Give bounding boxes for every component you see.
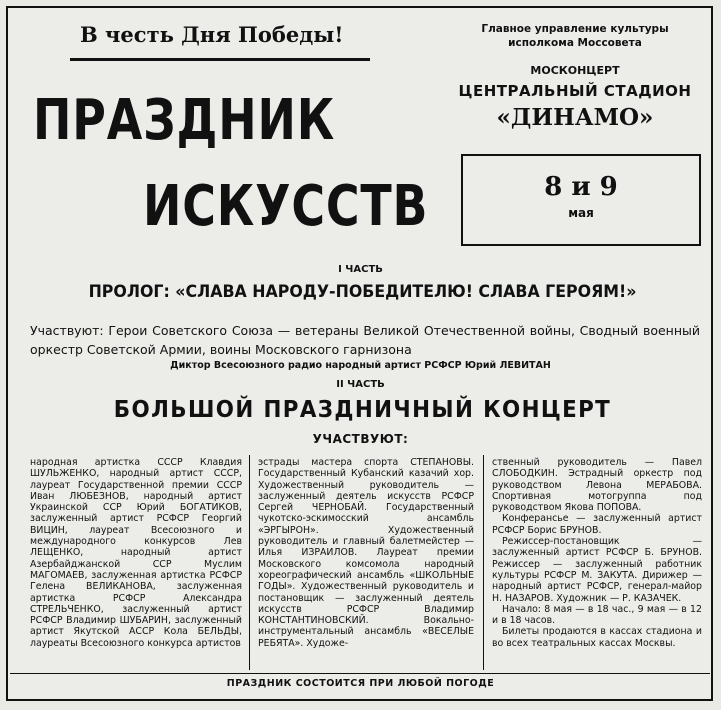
concert-heading: БОЛЬШОЙ ПРАЗДНИЧНЫЙ КОНЦЕРТ	[113, 397, 612, 423]
victory-day-heading: В честь Дня Победы!	[80, 22, 344, 47]
participants-heading: УЧАСТВУЮТ:	[312, 432, 409, 446]
title-line-2: ИСКУССТВ	[143, 174, 429, 239]
part-1-participants: Участвуют: Герои Советского Союза — ветераны Великой Отечественной войны, Сводный военный оркестр Советской Армии, воины Московского гарнизона	[30, 323, 700, 357]
part-2-label: II ЧАСТЬ	[336, 379, 385, 390]
column-3-paragraph: Режиссер-постановщик — заслуженный артист РСФСР Б. БРУНОВ. Режиссер — заслуженный работник культуры РСФСР М. ЗАКУТА. Дирижер — народный артист РСФСР, генерал-майор Н. НАЗАРОВ. Художник — Р. КАЗАЧЕК.	[492, 536, 702, 604]
organizer-line-2: исполкома Моссовета	[508, 37, 642, 49]
column-3-paragraph: Билеты продаются в кассах стадиона и во всех театральных кассах Москвы.	[492, 626, 702, 649]
organizer-block	[455, 22, 695, 50]
stadium-label: ЦЕНТРАЛЬНЫЙ СТАДИОН	[458, 82, 692, 100]
participants-column-1: народная артистка СССР Клавдия ШУЛЬЖЕНКО, народный артист СССР, лауреат Государственной премии СССР Иван ЛЮБЕЗНОВ, народный артист Украинской ССР Юрий БОГАТИКОВ, заслуженный артист РСФСР Георгий ВИЦИН, лауреат Всесоюзного и международного конкурсов Лев ЛЕЩЕНКО, народный артист Азербайджанской ССР Муслим МАГОМАЕВ, заслуженная артистка РСФСР Гелена ВЕЛИКАНОВА, заслуженная артистка РСФСР Александра СТРЕЛЬЧЕНКО, заслуженный артист РСФСР Владимир ШУБАРИН, заслуженный артист Якутской АССР Кола БЕЛЬДЫ, лауреаты Всесоюзного конкурса артистов	[30, 457, 242, 649]
dates-box	[461, 154, 701, 246]
footer-divider	[10, 673, 710, 674]
column-divider-2	[483, 455, 484, 670]
dates-month: мая	[568, 206, 594, 220]
column-divider-1	[249, 455, 250, 670]
column-3-paragraph: ственный руководитель — Павел СЛОБОДКИН. Эстрадный оркестр под руководством Левона МЕРАБОВА. Спортивная мотогруппа под руководством Якова ПОПОВА.	[492, 457, 702, 514]
participants-column-3	[492, 457, 702, 649]
prolog-heading: ПРОЛОГ: «СЛАВА НАРОДУ-ПОБЕДИТЕЛЮ! СЛАВА ГЕРОЯМ!»	[88, 282, 637, 302]
heading-underline	[70, 58, 370, 61]
part-1-label: I ЧАСТЬ	[338, 264, 383, 275]
title-line-1: ПРАЗДНИК	[33, 88, 336, 153]
column-3-paragraph: Конферансье — заслуженный артист РСФСР Борис БРУНОВ.	[492, 513, 702, 536]
dates-days: 8 и 9	[544, 172, 618, 202]
mosconcert-label: МОСКОНЦЕРТ	[530, 64, 620, 77]
participants-column-2: эстрады мастера спорта СТЕПАНОВЫ. Государственный Кубанский казачий хор. Художественный руководитель — заслуженный деятель искусств РСФСР Сергей ЧЕРНОБАЙ. Государственный чукотско-эскимосский ансамбль «ЭРГЫРОН». Художественный руководитель и главный балетмейстер — Илья ИЗРАИЛОВ. Лауреат премии Московского комсомола народный хореографический ансамбль «ШКОЛЬНЫЕ ГОДЫ». Художественный руководитель и постановщик — заслуженный деятель искусств РСФСР Владимир КОНСТАНТИНОВСКИЙ. Вокально-инструментальный ансамбль «ВЕСЕЛЫЕ РЕБЯТА». Художе-	[258, 457, 474, 649]
announcer-line: Диктор Всесоюзного радио народный артист РСФСР Юрий ЛЕВИТАН	[170, 360, 551, 371]
footer-notice: ПРАЗДНИК СОСТОИТСЯ ПРИ ЛЮБОЙ ПОГОДЕ	[226, 678, 495, 689]
dinamo-label: «ДИНАМО»	[496, 104, 654, 131]
organizer-line-1: Главное управление культуры	[481, 23, 669, 35]
column-3-paragraph: Начало: 8 мая — в 18 час., 9 мая — в 12 и в 18 часов.	[492, 603, 702, 627]
